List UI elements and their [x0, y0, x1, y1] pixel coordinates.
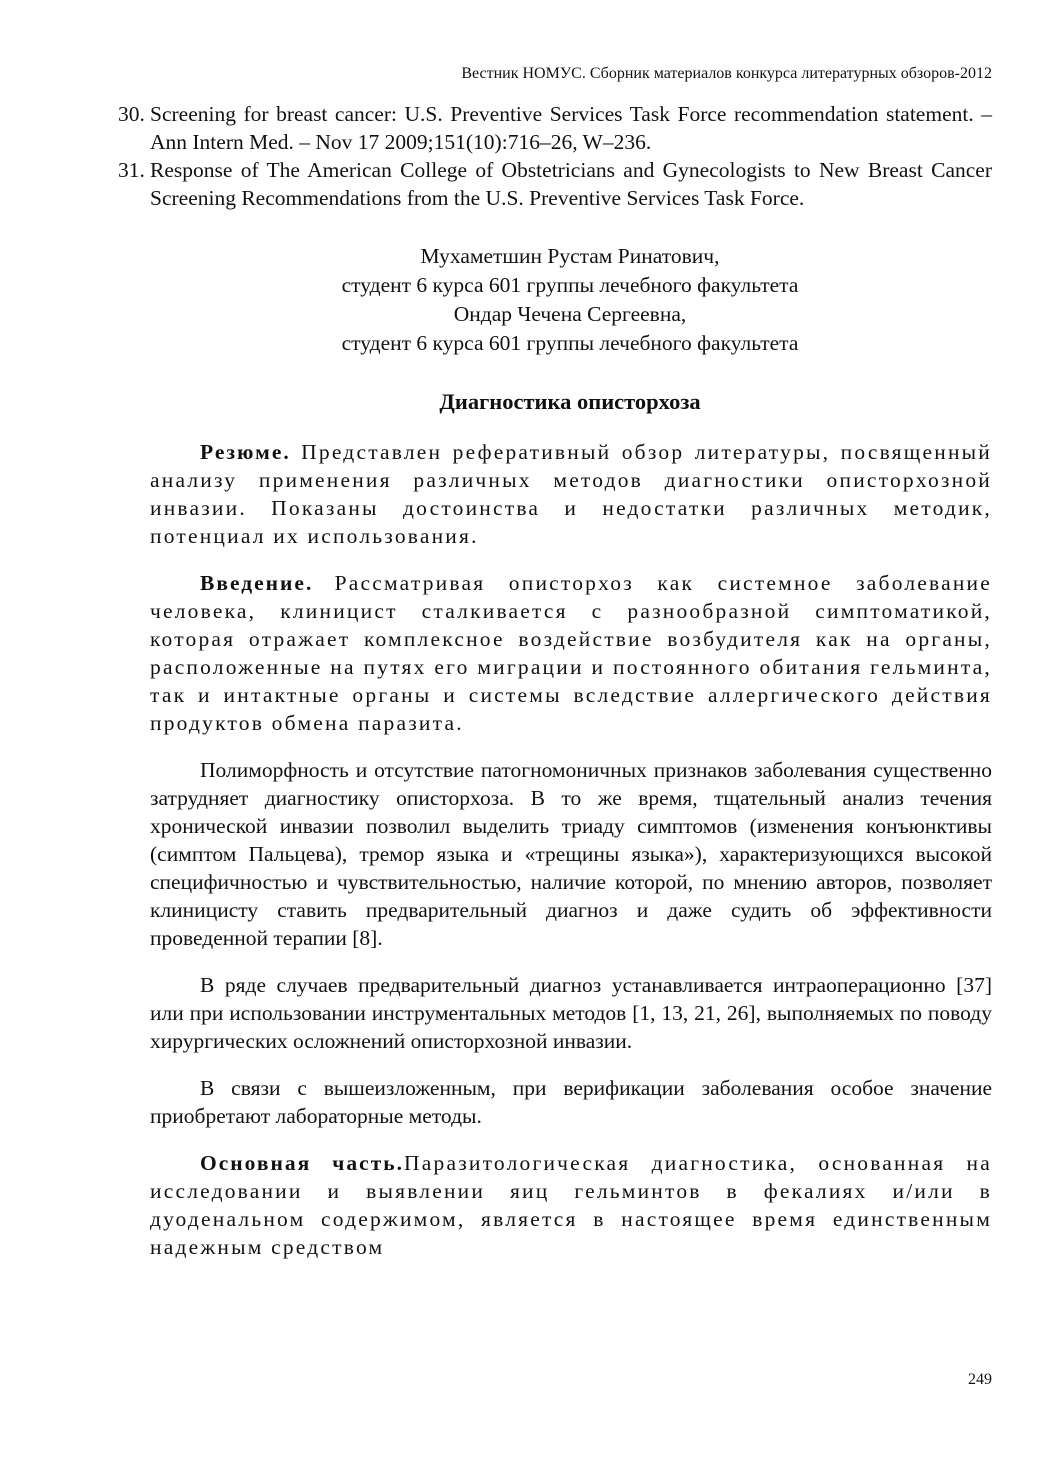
body-text: В связи с вышеизложенным, при верификации заболевания особое значение приобретают лабораторные методы. [150, 1076, 992, 1128]
page-number: 249 [968, 1371, 992, 1388]
main-paragraph [118, 1149, 992, 1261]
abstract-text: Представлен реферативный обзор литературы, посвященный анализу применения различных методов диагностики описторхозной инвазии. Показаны достоинства и недостатки различных методик, потенциал их использования. [150, 440, 992, 548]
reference-text: Screening for breast cancer: U.S. Preventive Services Task Force recommendation statement. – Ann Intern Med. – Nov 17 2009;151(10):716–26, W–236. [150, 102, 992, 154]
reference-item [118, 100, 992, 156]
reference-number: 31. [118, 158, 145, 182]
author-affiliation: студент 6 курса 601 группы лечебного факультета [341, 273, 799, 297]
body-text: Полиморфность и отсутствие патогномоничных признаков заболевания существенно затрудняет диагностику описторхоза. В то же время, тщательный анализ течения хронической инвазии позволил выделить триаду симптомов (изменения конъюнктивы (симптом Пальцева), тремор языка и «трещины языка»), характеризующихся высокой специфичностью и чувствительностью, наличие которой, по мнению авторов, позволяет клиницисту ставить предварительный диагноз и даже судить об эффективности проведенной терапии [8]. [150, 758, 992, 950]
intro-heading: Введение. [200, 571, 314, 595]
abstract-heading: Резюме. [200, 440, 291, 464]
body-paragraph [118, 756, 992, 952]
page-content [118, 100, 992, 1261]
intro-text: Рассматривая описторхоз как системное заболевание человека, клиницист сталкивается с разнообразной симптоматикой, которая отражает комплексное воздействие возбудителя как на органы, расположенные на путях его миграции и постоянного обитания гельминта, так и интактные органы и системы вследствие аллергического действия продуктов обмена паразита. [150, 571, 992, 735]
body-paragraph [118, 971, 992, 1055]
main-text: Паразитологическая диагностика, основанная на исследовании и выявлении яиц гельминтов в фекалиях и/или в дуоденальном содержимом, является в настоящее время единственным надежным средством [150, 1151, 992, 1259]
reference-number: 30. [118, 102, 145, 126]
author-block [118, 242, 992, 358]
reference-item [118, 156, 992, 212]
author-affiliation: студент 6 курса 601 группы лечебного факультета [341, 331, 799, 355]
intro-paragraph [118, 569, 992, 737]
reference-text: Response of The American College of Obstetricians and Gynecologists to New Breast Cancer Screening Recommendations from the U.S. Preventive Services Task Force. [150, 158, 992, 210]
reference-list [118, 100, 992, 212]
abstract-paragraph [118, 438, 992, 550]
running-header: Вестник НОМУС. Сборник материалов конкурса литературных обзоров-2012 [461, 65, 992, 82]
article-title: Диагностика описторхоза [439, 389, 701, 414]
author-name: Ондар Чечена Сергеевна, [453, 302, 687, 326]
body-text: В ряде случаев предварительный диагноз устанавливается интраоперационно [37] или при использовании инструментальных методов [1, 13, 21, 26], выполняемых по поводу хирургических осложнений описторхозной инвазии. [150, 973, 992, 1053]
author-name: Мухаметшин Рустам Ринатович, [420, 244, 720, 268]
body-paragraph [118, 1074, 992, 1130]
main-heading: Основная часть. [200, 1151, 405, 1175]
